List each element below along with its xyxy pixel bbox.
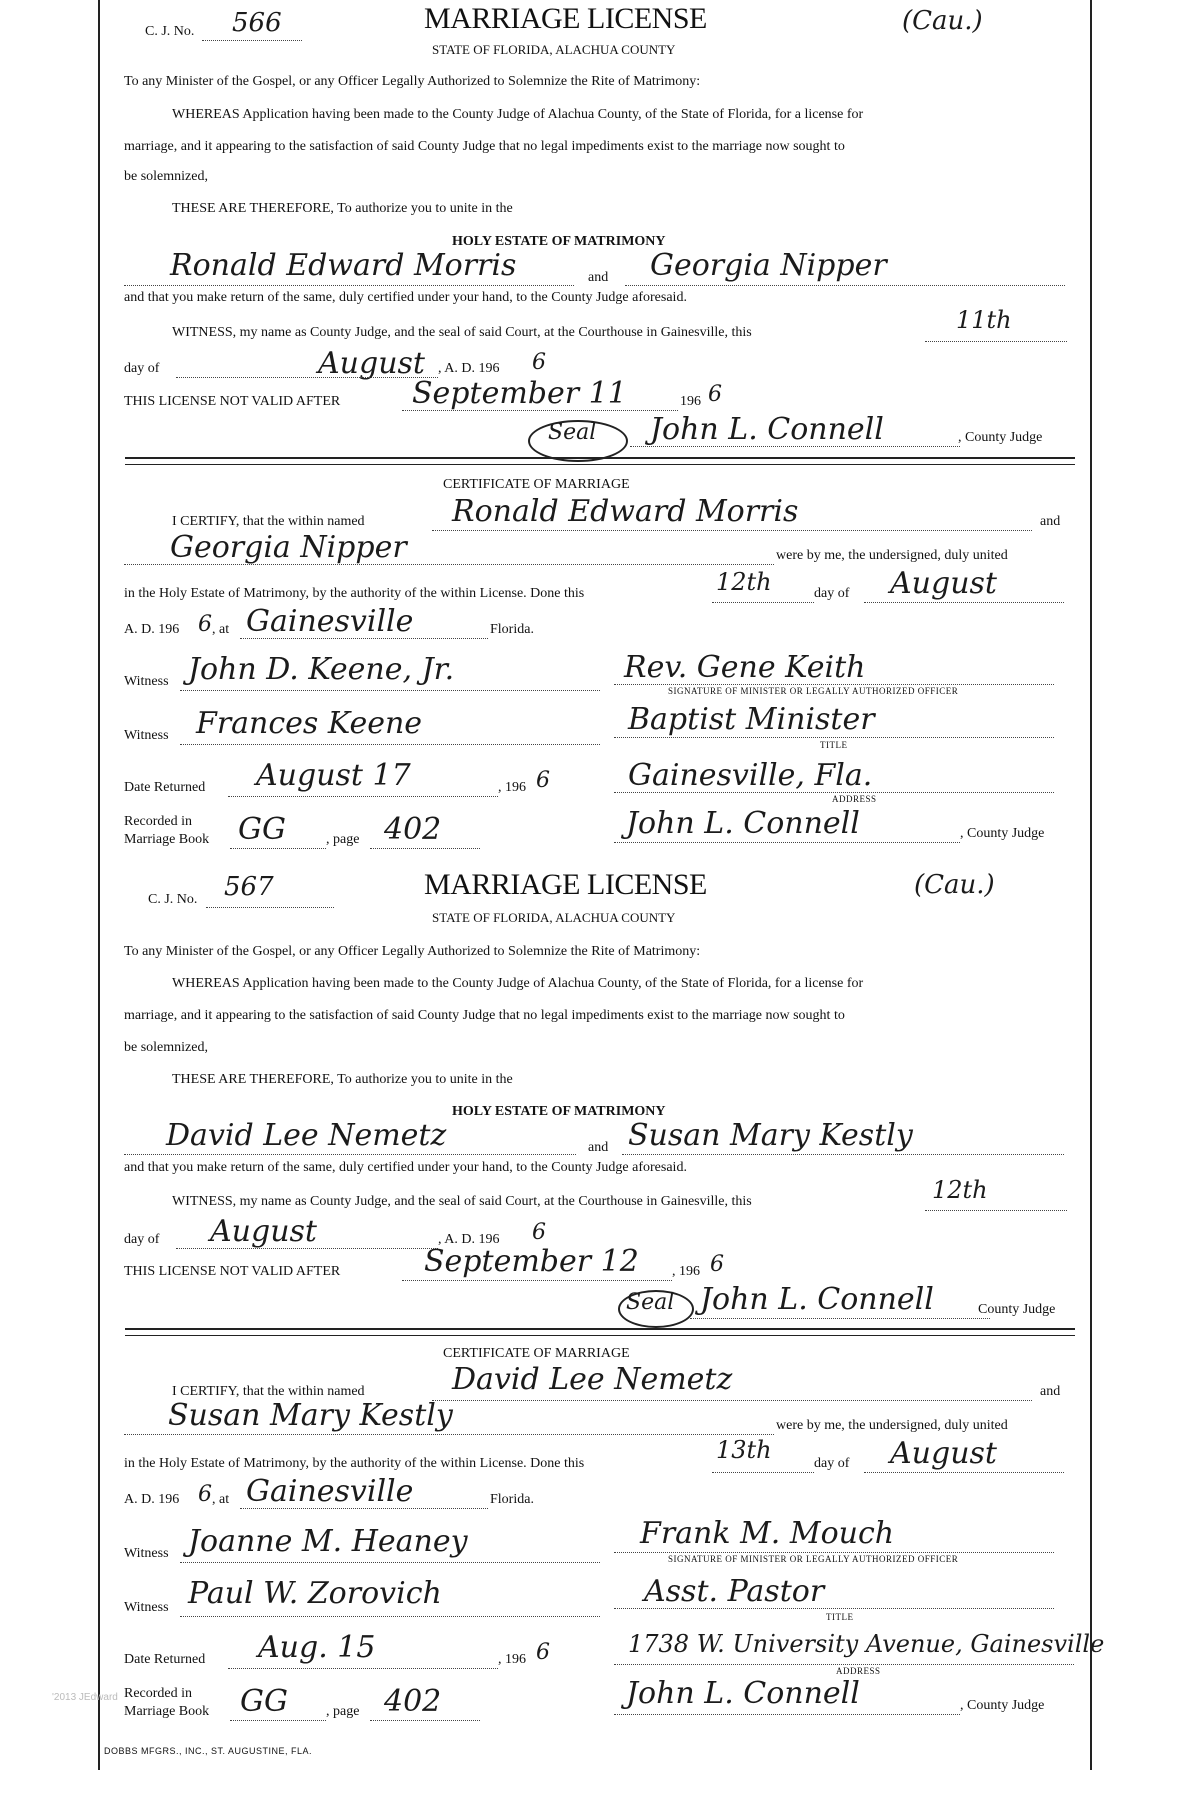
fill-line bbox=[228, 1668, 498, 1669]
section-divider bbox=[125, 1328, 1075, 1330]
fill-line bbox=[625, 285, 1065, 286]
witness-2-label: Witness bbox=[124, 1600, 169, 1615]
officer-label: SIGNATURE OF MINISTER OR LEGALLY AUTHORIZED OFFICER bbox=[668, 1554, 959, 1564]
county-judge-label: , County Judge bbox=[958, 430, 1043, 445]
expiry-date: September 12 bbox=[424, 1244, 639, 1279]
officer-signature: Rev. Gene Keith bbox=[624, 650, 866, 685]
witness-1-signature: John D. Keene, Jr. bbox=[188, 652, 455, 687]
expiry-date: September 11 bbox=[412, 376, 627, 411]
fill-line bbox=[690, 1318, 990, 1319]
expiry-year-label: 196 bbox=[680, 394, 701, 409]
fill-line bbox=[370, 848, 480, 849]
judge-signature: John L. Connell bbox=[650, 412, 884, 447]
issue-month: August bbox=[318, 346, 425, 381]
fill-line bbox=[622, 1154, 1064, 1155]
address-line: To any Minister of the Gospel, or any Officer Legally Authorized to Solemnize the Rite of Matrimony: bbox=[124, 74, 701, 89]
certificate-bride: Georgia Nipper bbox=[170, 530, 407, 565]
groom-name: Ronald Edward Morris bbox=[170, 248, 517, 283]
certificate-title: CERTIFICATE OF MARRIAGE bbox=[443, 1346, 630, 1361]
officer-signature: Frank M. Mouch bbox=[640, 1516, 895, 1551]
officer-label: SIGNATURE OF MINISTER OR LEGALLY AUTHORIZED OFFICER bbox=[668, 686, 959, 696]
fill-line bbox=[712, 602, 814, 603]
fill-line bbox=[925, 1210, 1067, 1211]
united-label: were by me, the undersigned, duly united bbox=[776, 548, 1008, 563]
fill-line bbox=[230, 848, 326, 849]
done-day-of: day of bbox=[814, 1456, 850, 1471]
officer-title: Baptist Minister bbox=[628, 702, 875, 737]
done-month: August bbox=[890, 566, 997, 601]
and-label: and bbox=[588, 270, 609, 285]
issue-month: August bbox=[210, 1214, 317, 1249]
whereas-line-1: WHEREAS Application having been made to the County Judge of Alachua County, of the State of Florida, for a license for bbox=[172, 976, 864, 991]
therefore-line: THESE ARE THEREFORE, To authorize you to unite in the bbox=[172, 201, 513, 216]
witness-2-label: Witness bbox=[124, 728, 169, 743]
certificate-groom: David Lee Nemetz bbox=[452, 1362, 733, 1397]
returned-year-label: , 196 bbox=[498, 780, 526, 795]
page-value: 402 bbox=[384, 1684, 442, 1719]
address-line: To any Minister of the Gospel, or any Officer Legally Authorized to Solemnize the Rite of Matrimony: bbox=[124, 944, 701, 959]
place: Gainesville bbox=[246, 604, 414, 639]
license-subtitle: STATE OF FLORIDA, ALACHUA COUNTY bbox=[432, 910, 676, 925]
certify-label: I CERTIFY, that the within named bbox=[172, 514, 365, 529]
right-border bbox=[1090, 0, 1092, 1770]
cj-label: C. J. No. bbox=[148, 892, 198, 907]
seal-label: Seal bbox=[548, 420, 597, 445]
whereas-line-2: marriage, and it appearing to the satisfaction of said County Judge that no legal impediments exist to the marriage now sought to bbox=[124, 1008, 845, 1023]
ad-label: , A. D. 196 bbox=[438, 361, 500, 376]
page-value: 402 bbox=[384, 812, 442, 847]
fill-line bbox=[124, 1434, 774, 1435]
fill-line bbox=[925, 341, 1067, 342]
done-month: August bbox=[890, 1436, 997, 1471]
day-of-label: day of bbox=[124, 361, 160, 376]
fill-line bbox=[614, 792, 1054, 793]
fill-line bbox=[370, 1720, 480, 1721]
ad2-digit: 6 bbox=[198, 1482, 212, 1507]
witness-line: WITNESS, my name as County Judge, and the seal of said Court, at the Courthouse in Gainesville, this bbox=[172, 1194, 752, 1209]
license-title: MARRIAGE LICENSE bbox=[424, 2, 707, 35]
fill-line bbox=[402, 410, 678, 411]
not-valid-label: THIS LICENSE NOT VALID AFTER bbox=[124, 1264, 341, 1279]
cj-number: 566 bbox=[232, 8, 282, 38]
day-of-label: day of bbox=[124, 1232, 160, 1247]
issue-day: 11th bbox=[956, 306, 1012, 334]
expiry-year-label: , 196 bbox=[672, 1264, 700, 1279]
expiry-year-digit: 6 bbox=[710, 1252, 724, 1277]
certificate-and: and bbox=[1040, 1384, 1061, 1399]
date-returned: Aug. 15 bbox=[258, 1630, 376, 1665]
issue-day: 12th bbox=[932, 1176, 988, 1204]
fill-line bbox=[180, 1562, 600, 1563]
fill-line bbox=[180, 690, 600, 691]
book-value: GG bbox=[238, 812, 286, 847]
return-line: and that you make return of the same, duly certified under your hand, to the County Judge aforesaid. bbox=[124, 1160, 687, 1175]
fill-line bbox=[614, 1552, 1054, 1553]
section-divider bbox=[125, 464, 1075, 465]
recorder-signature: John L. Connell bbox=[626, 1676, 860, 1711]
fill-line bbox=[630, 446, 960, 447]
date-returned-label: Date Returned bbox=[124, 1652, 206, 1667]
groom-name: David Lee Nemetz bbox=[166, 1118, 447, 1153]
address-label: ADDRESS bbox=[832, 794, 877, 804]
officer-title: Asst. Pastor bbox=[644, 1574, 825, 1609]
fill-line bbox=[712, 1472, 814, 1473]
fill-line bbox=[124, 285, 574, 286]
title-label: TITLE bbox=[826, 1612, 854, 1622]
bride-name: Susan Mary Kestly bbox=[628, 1118, 913, 1153]
recorder-signature: John L. Connell bbox=[626, 806, 860, 841]
certificate-and: and bbox=[1040, 514, 1061, 529]
page-label: , page bbox=[326, 832, 360, 847]
fill-line bbox=[202, 40, 302, 41]
holy-estate-line: in the Holy Estate of Matrimony, by the authority of the within License. Done this bbox=[124, 1456, 585, 1471]
issue-year-digit: 6 bbox=[532, 350, 546, 375]
fill-line bbox=[180, 1616, 600, 1617]
marriage-book-label: Marriage Book bbox=[124, 1704, 210, 1719]
fill-line bbox=[864, 602, 1064, 603]
ad2-label: A. D. 196 bbox=[124, 1492, 180, 1507]
county-note: (Cau.) bbox=[914, 870, 995, 900]
certificate-title: CERTIFICATE OF MARRIAGE bbox=[443, 477, 630, 492]
holy-estate-heading: HOLY ESTATE OF MATRIMONY bbox=[452, 1104, 666, 1119]
marriage-book-label: Marriage Book bbox=[124, 832, 210, 847]
returned-year-label: , 196 bbox=[498, 1652, 526, 1667]
witness-2-signature: Frances Keene bbox=[196, 706, 423, 741]
title-label: TITLE bbox=[820, 740, 848, 750]
at-label: , at bbox=[212, 1492, 230, 1507]
returned-year-digit: 6 bbox=[536, 768, 550, 793]
certify-label: I CERTIFY, that the within named bbox=[172, 1384, 365, 1399]
date-returned: August 17 bbox=[256, 758, 411, 793]
witness-1-label: Witness bbox=[124, 674, 169, 689]
fill-line bbox=[402, 1280, 672, 1281]
whereas-line-3: be solemnized, bbox=[124, 169, 208, 184]
recorded-in-label: Recorded in bbox=[124, 814, 193, 829]
place: Gainesville bbox=[246, 1474, 414, 1509]
judge-signature: John L. Connell bbox=[700, 1282, 934, 1317]
return-line: and that you make return of the same, duly certified under your hand, to the County Judge aforesaid. bbox=[124, 290, 687, 305]
address-label: ADDRESS bbox=[836, 1666, 881, 1676]
fill-line bbox=[206, 907, 334, 908]
county-judge-2-label: , County Judge bbox=[960, 1698, 1045, 1713]
cj-label: C. J. No. bbox=[145, 24, 195, 39]
fill-line bbox=[614, 842, 960, 843]
seal-label: Seal bbox=[626, 1290, 675, 1315]
ad2-digit: 6 bbox=[198, 612, 212, 637]
whereas-line-3: be solemnized, bbox=[124, 1040, 208, 1055]
date-returned-label: Date Returned bbox=[124, 780, 206, 795]
witness-line: WITNESS, my name as County Judge, and the seal of said Court, at the Courthouse in Gainesville, this bbox=[172, 325, 752, 340]
license-title: MARRIAGE LICENSE bbox=[424, 868, 707, 901]
cj-number: 567 bbox=[224, 872, 274, 902]
at-label: , at bbox=[212, 622, 230, 637]
witness-1-label: Witness bbox=[124, 1546, 169, 1561]
united-label: were by me, the undersigned, duly united bbox=[776, 1418, 1008, 1433]
not-valid-label: THIS LICENSE NOT VALID AFTER bbox=[124, 394, 341, 409]
holy-estate-line: in the Holy Estate of Matrimony, by the authority of the within License. Done this bbox=[124, 586, 585, 601]
whereas-line-1: WHEREAS Application having been made to the County Judge of Alachua County, of the State of Florida, for a license for bbox=[172, 107, 864, 122]
expiry-year-digit: 6 bbox=[708, 382, 722, 407]
license-subtitle: STATE OF FLORIDA, ALACHUA COUNTY bbox=[432, 42, 676, 57]
fill-line bbox=[614, 684, 1054, 685]
witness-1-signature: Joanne M. Heaney bbox=[188, 1524, 468, 1559]
fill-line bbox=[228, 796, 498, 797]
returned-year-digit: 6 bbox=[536, 1640, 550, 1665]
witness-2-signature: Paul W. Zorovich bbox=[188, 1576, 442, 1611]
fill-line bbox=[240, 1508, 488, 1509]
ad-label: , A. D. 196 bbox=[438, 1232, 500, 1247]
done-day: 12th bbox=[716, 568, 772, 596]
officer-address: 1738 W. University Avenue, Gainesville bbox=[628, 1630, 1105, 1658]
watermark-text: '2013 JEdward bbox=[52, 1692, 118, 1703]
recorded-in-label: Recorded in bbox=[124, 1686, 193, 1701]
left-border bbox=[98, 0, 100, 1770]
done-day-of: day of bbox=[814, 586, 850, 601]
fill-line bbox=[614, 737, 1054, 738]
page-label: , page bbox=[326, 1704, 360, 1719]
fill-line bbox=[864, 1472, 1064, 1473]
fill-line bbox=[432, 530, 1032, 531]
fill-line bbox=[614, 1714, 960, 1715]
fill-line bbox=[240, 638, 488, 639]
whereas-line-2: marriage, and it appearing to the satisfaction of said County Judge that no legal impediments exist to the marriage now sought to bbox=[124, 139, 845, 154]
bride-name: Georgia Nipper bbox=[650, 248, 887, 283]
florida-label: Florida. bbox=[490, 622, 534, 637]
therefore-line: THESE ARE THEREFORE, To authorize you to unite in the bbox=[172, 1072, 513, 1087]
fill-line bbox=[614, 1608, 1054, 1609]
fill-line bbox=[124, 564, 774, 565]
county-judge-label: County Judge bbox=[978, 1302, 1056, 1317]
and-label: and bbox=[588, 1140, 609, 1155]
county-note: (Cau.) bbox=[902, 6, 983, 36]
section-divider bbox=[125, 457, 1075, 459]
fill-line bbox=[180, 744, 600, 745]
done-day: 13th bbox=[716, 1436, 772, 1464]
officer-address: Gainesville, Fla. bbox=[628, 758, 873, 793]
issue-year-digit: 6 bbox=[532, 1220, 546, 1245]
certificate-groom: Ronald Edward Morris bbox=[452, 494, 799, 529]
certificate-bride: Susan Mary Kestly bbox=[168, 1398, 453, 1433]
fill-line bbox=[230, 1720, 326, 1721]
fill-line bbox=[614, 1664, 1074, 1665]
fill-line bbox=[176, 1248, 438, 1249]
printer-footer: DOBBS MFGRS., INC., ST. AUGUSTINE, FLA. bbox=[104, 1746, 313, 1756]
holy-estate-heading: HOLY ESTATE OF MATRIMONY bbox=[452, 234, 666, 249]
county-judge-2-label: , County Judge bbox=[960, 826, 1045, 841]
florida-label: Florida. bbox=[490, 1492, 534, 1507]
book-value: GG bbox=[240, 1684, 288, 1719]
ad2-label: A. D. 196 bbox=[124, 622, 180, 637]
fill-line bbox=[124, 1154, 576, 1155]
fill-line bbox=[432, 1400, 1032, 1401]
fill-line bbox=[176, 377, 438, 378]
section-divider bbox=[125, 1335, 1075, 1336]
